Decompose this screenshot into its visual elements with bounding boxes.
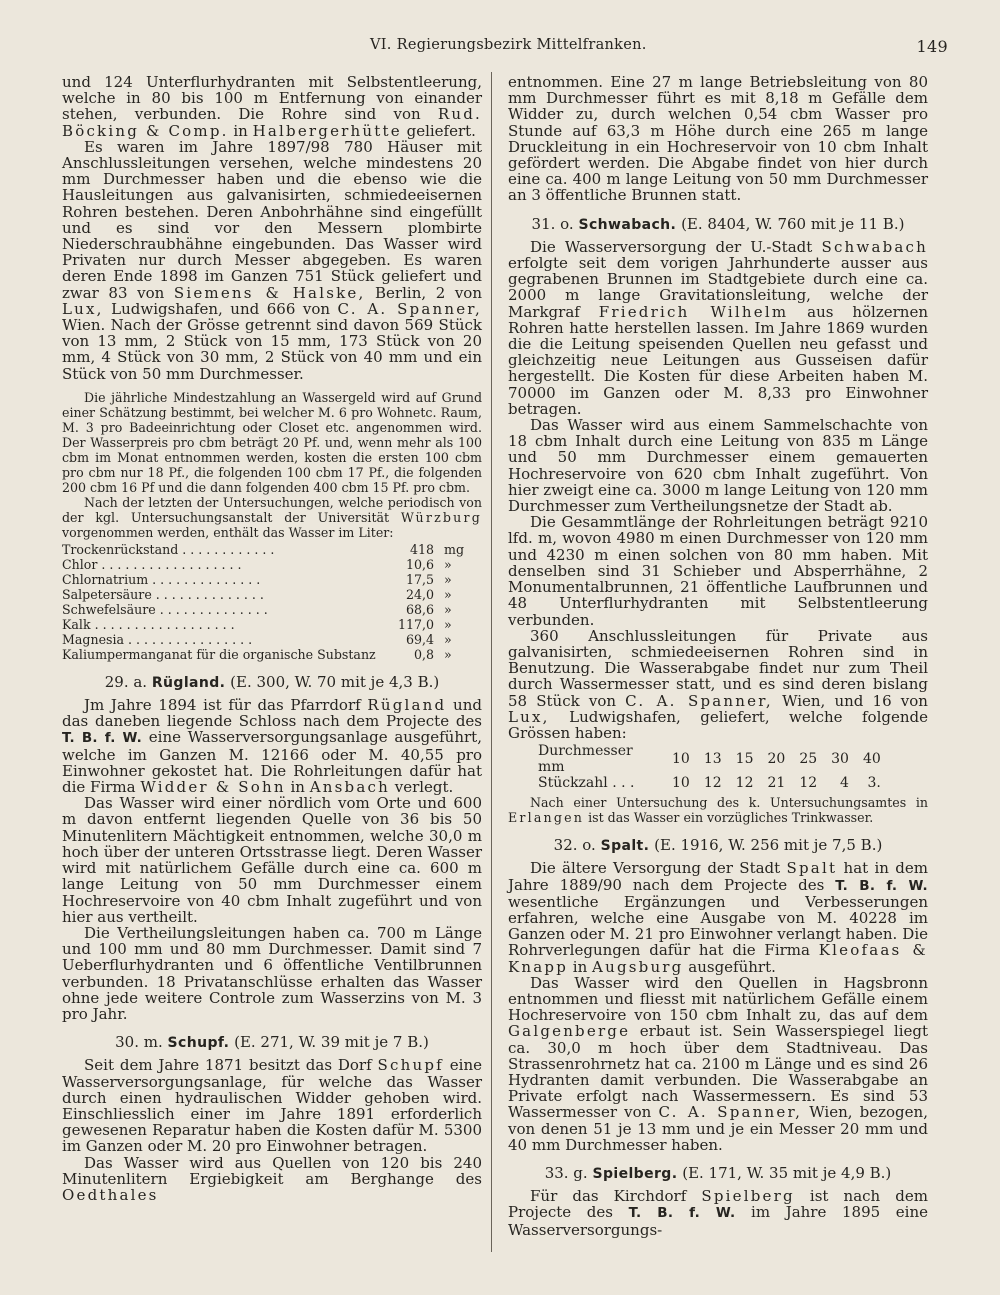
spaced-name: Schupf xyxy=(377,1056,444,1075)
text: Die Wasserversorgung der U.-Stadt xyxy=(530,237,813,256)
table-cell-unit: » xyxy=(444,601,452,617)
table-row xyxy=(62,542,474,557)
table-row xyxy=(62,587,474,602)
table-cell: 10 xyxy=(672,751,690,768)
left-column xyxy=(62,74,482,1203)
text: Wien. Nach der Grösse getrennt sind davon 569 Stück von 13 mm, 2 Stück von 15 mm, 173 Stück von 20 mm, 4 Stück von 30 mm, 2 Stück von 40 mm und ein Stück von 50 mm Durchmesser. xyxy=(62,316,482,383)
spaced-name: Würzburg xyxy=(400,509,482,525)
paragraph xyxy=(62,697,482,795)
text: ausgeführt. xyxy=(688,957,776,976)
table-cell: 21 xyxy=(767,775,786,792)
table-cell-unit: » xyxy=(444,586,452,602)
table-cell-label: Magnesia . . . . . . . . . . . . . . . . xyxy=(62,631,253,647)
table-row xyxy=(62,557,474,572)
spaced-name: Kleofaas & Knapp xyxy=(508,941,928,976)
table-row xyxy=(62,572,474,587)
section-number: 33. g. xyxy=(544,1163,588,1182)
section-heading-ruegland xyxy=(62,674,482,691)
table-cell: 3. xyxy=(867,775,881,792)
text: verlegt. xyxy=(394,778,454,797)
spaced-name: Erlangen xyxy=(508,810,585,826)
section-meta: (E. 271, W. 39 mit je 7 B.) xyxy=(234,1033,429,1052)
spaced-name: Halbergerhütte xyxy=(252,121,402,140)
text: in xyxy=(233,121,248,140)
table-cell-unit: » xyxy=(444,556,452,572)
table-cell-value: 24,0 xyxy=(405,586,434,602)
section-number: 29. a. xyxy=(104,672,148,691)
right-column xyxy=(508,74,928,1238)
spaced-name: Lux, xyxy=(62,299,104,318)
page-number: 149 xyxy=(916,37,948,56)
paragraph xyxy=(508,628,928,741)
table-cell-value: 17,5 xyxy=(405,571,434,587)
spaced-name: Friedrich Wilhelm xyxy=(598,302,789,321)
spaced-name: Schwabach xyxy=(821,237,928,256)
paragraph: entnommen. Eine 27 m lange Betriebsleitung von 80 mm Durchmesser führt es mit 8,18 m Gefälle dem Widder zu, durch welchen 0,54 cbm Wasser pro Stunde auf 63,3 m Höhe durch eine 265 m lange Druckleitung in ein Hochreservoir von 10 cbm Inhalt gefördert werden. Die Abgabe findet von hier durch eine ca. 400 m lange Leitung von 50 mm Durchmesser an 3 öffentliche Brunnen statt. xyxy=(508,73,928,205)
text: ist das Wasser ein vorzügliches Trinkwasser. xyxy=(588,810,874,826)
meter-sizes-table xyxy=(538,743,881,791)
table-row xyxy=(62,632,474,647)
spaced-name: Augsburg xyxy=(592,957,684,976)
table-cell-value: 68,6 xyxy=(405,601,434,617)
text: eine Wasserversorgungsanlage ausgeführt, welche im Ganzen M. 12166 oder M. 40,55 pro Einwohner gekostet hat. Die Rohrleitungen dafür hat die Firma xyxy=(62,728,482,797)
page-header xyxy=(62,37,948,59)
paragraph xyxy=(62,1057,482,1154)
table-cell-label: Salpetersäure . . . . . . . . . . . . . . xyxy=(62,586,264,602)
table-cell-unit: » xyxy=(444,631,452,647)
small-print-paragraph: Die jährliche Mindestzahlung an Wassergeld wird auf Grund einer Schätzung bestimmt, bei welcher M. 6 pro Wohnetc. Raum, M. 3 pro Badeeinrichtung oder Closet etc. angenommen wird. Der Wasserpreis pro cbm beträgt 20 Pf. und, wenn mehr als 100 cbm im Monat entnommen werden, kosten die ersten 100 cbm pro cbm nur 18 Pf., die folgenden 100 cbm 17 Pf., die folgenden 200 cbm 16 Pf und die dann folgenden 400 cbm 15 Pf. pro cbm. xyxy=(62,389,482,495)
text: 360 Anschlussleitungen für Private aus galvanisirten, schmiedeeisernen Rohren sind in Benutzung. Die Wasserabgabe findet nur zum Theil durch Wassermesser statt, und es sind deren bislang 58 Stück von xyxy=(508,626,928,710)
table-cell: 13 xyxy=(703,751,722,768)
section-name: Schwabach. xyxy=(578,216,677,233)
table-row xyxy=(62,617,474,632)
table-cell-value: 418 xyxy=(409,541,434,557)
spaced-name: C. A. Spanner, xyxy=(658,1103,803,1122)
section-meta: (E. 300, W. 70 mit je 4,3 B.) xyxy=(230,672,440,691)
table-row xyxy=(62,602,474,617)
section-meta: (E. 1916, W. 256 mit je 7,5 B.) xyxy=(654,836,883,855)
text: aus hölzernen Rohren hatte herstellen lassen. Im Jahre 1869 wurden die die Leitung speisenden Quellen neu gefasst und gleichzeitig neue Leitungen aus Gusseisen dafür hergestellt. Die Kosten für diese Arbeiten haben M. 70000 im Ganzen oder M. 8,33 pro Einwohner betragen. xyxy=(508,302,928,418)
text: im Jahre 1895 eine Wasserversorgungs- xyxy=(508,1203,928,1239)
text: Es waren im Jahre 1897/98 780 Häuser mit Anschlussleitungen versehen, welche mindestens 20 mm Durchmesser haben und die ebenso wie die Hausleitungen aus galvanisirten, schmiedeeisernen Rohren bestehen. Deren Anbohrhähne sind eingefüllt und es sind vor den Messern plombirte Niederschraubhähne eingebunden. Das Wasser wird Privaten nur durch Messer abgegeben. Es waren deren Ende 1898 im Ganzen 751 Stück geliefert und zwar 83 von xyxy=(62,137,482,302)
table-cell-label: Chlornatrium . . . . . . . . . . . . . . xyxy=(62,571,261,587)
table-cell-label: Kalk . . . . . . . . . . . . . . . . . . xyxy=(62,616,235,632)
text: in xyxy=(572,957,588,976)
section-heading-schupf xyxy=(62,1034,482,1051)
table-cell-label: Stückzahl . . . xyxy=(538,775,635,792)
spaced-name: Siemens & Halske, xyxy=(173,283,366,302)
table-cell: 4 xyxy=(840,775,849,792)
section-number: 32. o. xyxy=(553,836,596,855)
paragraph: Das Wasser wird aus einem Sammelschachte von 18 cbm Inhalt durch eine Leitung von 835 m Länge und 50 mm Durchmesser einem gemauerten Hochreservoire von 620 cbm Inhalt zugeführt. Von hier zweigt eine ca. 3000 m lange Leitung von 120 mm Durchmesser zum Vertheilungsnetze der Stadt ab. xyxy=(508,416,928,516)
table-cell: 12 xyxy=(735,775,754,792)
section-name: Schupf. xyxy=(167,1035,230,1052)
table-cell-label: Trockenrückstand . . . . . . . . . . . . xyxy=(62,541,275,557)
table-cell-unit: » xyxy=(444,646,452,662)
text: und das daneben liegende Schloss nach dem Projecte des xyxy=(62,696,482,731)
section-name: Spalt. xyxy=(600,838,650,855)
paragraph xyxy=(508,975,928,1153)
abbreviation-tbfw: T. B. f. W. xyxy=(62,730,143,747)
spaced-name: Widder & Sohn xyxy=(140,778,286,797)
section-number: 31. o. xyxy=(531,214,574,233)
paragraph xyxy=(508,1188,928,1238)
text: und 124 Unterflurhydranten mit Selbstentleerung, welche in 80 bis 100 m Entfernung von einander stehen, verbunden. Die Rohre sind von xyxy=(62,73,482,124)
text: Die ältere Versorgung der Stadt xyxy=(530,859,781,878)
text: in xyxy=(290,778,305,797)
paragraph xyxy=(508,239,928,417)
table-cell: 25 xyxy=(799,751,818,768)
text: Seit dem Jahre 1871 besitzt das Dorf xyxy=(84,1056,372,1075)
spaced-name: Ansbach xyxy=(309,778,390,797)
abbreviation-tbfw: T. B. f. W. xyxy=(835,877,928,894)
spaced-name: C. A. Spanner, xyxy=(337,299,482,318)
table-cell-value: 69,4 xyxy=(405,631,434,647)
text: Das Wasser wird den Quellen in Hagsbronn entnommen und fliesst mit natürlichem Gefälle einem Hochreservoire von 150 cbm Inhalt zu, das auf dem xyxy=(508,973,928,1025)
text: ist nach dem Projecte des xyxy=(508,1187,928,1222)
spaced-name: Galgenberge xyxy=(508,1022,631,1041)
section-heading-schwabach xyxy=(508,216,928,233)
text: Berlin, 2 von xyxy=(375,283,482,302)
table-cell: 20 xyxy=(767,751,786,768)
table-cell: 40 xyxy=(862,751,881,768)
text: Nach der letzten der Untersuchungen, welche periodisch von der kgl. Untersuchungsanstalt der Universität xyxy=(62,494,482,525)
table-cell: 10 xyxy=(672,775,690,792)
table-cell-value: 10,6 xyxy=(405,556,434,572)
text: Ludwigshafen, und 666 von xyxy=(111,299,331,318)
abbreviation-tbfw: T. B. f. W. xyxy=(628,1205,736,1222)
table-cell-label: Kaliumpermanganat für die organische Substanz xyxy=(62,646,376,662)
section-number: 30. m. xyxy=(115,1033,163,1052)
text: Für das Kirchdorf xyxy=(530,1187,687,1206)
text: eine Wasserversorgungsanlage, für welche das Wasser durch einen hydraulischen Widder gehoben wird. Einschliesslich einer im Jahre 1891 erforderlich gewesenen Reparatur haben die Kosten dafür M. 5300 im Ganzen oder M. 20 pro Einwohner betragen. xyxy=(62,1056,482,1156)
text: Das Wasser wird aus Quellen von 120 bis 240 Minutenlitern Ergiebigkeit am Berghange des xyxy=(62,1153,482,1188)
table-cell-value: 117,0 xyxy=(397,616,434,632)
section-heading-spalt xyxy=(508,837,928,854)
text: Ludwigshafen, geliefert, welche folgende Grössen haben: xyxy=(508,707,928,742)
text: Jm Jahre 1894 ist für das Pfarrdorf xyxy=(84,696,361,715)
spaced-name: Rügland xyxy=(367,696,447,715)
table-cell-label: Schwefelsäure . . . . . . . . . . . . . . xyxy=(62,601,268,617)
text: geliefert. xyxy=(406,121,476,140)
section-heading-spielberg xyxy=(508,1165,928,1182)
table-row xyxy=(62,647,474,662)
table-row xyxy=(538,743,881,775)
small-print-paragraph xyxy=(62,495,482,540)
text: erfolgte seit dem vorigen Jahrhunderte ausser aus gegrabenen Brunnen im Stadtgebiete durch eine ca. 2000 m lange Gravitationsleitung, welche der Markgraf xyxy=(508,254,928,321)
section-meta: (E. 8404, W. 760 mit je 11 B.) xyxy=(681,214,905,233)
table-cell: 30 xyxy=(831,751,849,768)
spaced-name: Spielberg xyxy=(701,1187,795,1206)
text: erbaut ist. Sein Wasserspiegel liegt ca. 30,0 m hoch über dem Stadtniveau. Das Strassenrohrnetz hat ca. 2100 m Länge und es sind 26 Hydranten damit verbunden. Die Wasserabgabe an Private erfolgt nach Wassermessern. Es sind 53 Wassermesser von xyxy=(508,1022,928,1122)
running-head: VI. Regierungsbezirk Mittelfranken. xyxy=(370,37,647,53)
water-analysis-table xyxy=(62,542,474,662)
table-cell-unit: » xyxy=(444,571,452,587)
section-name: Rügland. xyxy=(151,674,226,691)
text: wesentliche Ergänzungen und Verbesserungen erfahren, welche eine Ausgabe von M. 40228 im Ganzen oder M. 21 pro Einwohner verlangt haben. Die Rohrverlegungen dafür hat die Firma xyxy=(508,892,928,960)
text: Wien, und 16 von xyxy=(782,691,928,710)
paragraph xyxy=(62,1155,482,1204)
spaced-name: Rud. Böcking & Comp. xyxy=(62,105,482,140)
table-row xyxy=(538,775,881,791)
paragraph xyxy=(62,74,482,139)
section-name: Spielberg. xyxy=(592,1165,678,1182)
paragraph: Das Wasser wird einer nördlich vom Orte und 600 m davon entfernt liegenden Quelle von 36 bis 50 Minutenlitern Mächtigkeit entnommen, welche 30,0 m hoch über der unteren Ortsstrasse liegt. Deren Wasser wird mit natürlichem Gefälle durch eine ca. 600 m lange Leitung von 50 mm Durchmesser einem Hochreservoire von 40 cbm Inhalt zugeführt und von hier aus vertheilt. xyxy=(62,794,482,926)
text: hat in dem Jahre 1889/90 nach dem Projecte des xyxy=(508,859,928,894)
text: Nach einer Untersuchung des k. Untersuchungsamtes in xyxy=(530,795,928,811)
paragraph: Die Vertheilungsleitungen haben ca. 700 m Länge und 100 mm und 80 mm Durchmesser. Damit sind 7 Ueberflurhydranten und 6 öffentliche Ventilbrunnen verbunden. 18 Privatanschlüsse erhalten das Wasser ohne jede weitere Controle zum Wasserzins von M. 3 pro Jahr. xyxy=(62,923,482,1023)
paragraph xyxy=(508,860,928,974)
text: vorgenommen werden, enthält das Wasser im Liter: xyxy=(62,524,394,540)
table-cell-label: Chlor . . . . . . . . . . . . . . . . . . xyxy=(62,556,242,572)
table-cell-unit: mg xyxy=(444,541,465,557)
small-print-paragraph xyxy=(508,795,928,825)
table-cell: 12 xyxy=(703,775,722,792)
table-cell-label: Durchmesser mm xyxy=(538,743,633,776)
spaced-name: C. A. Spanner, xyxy=(625,691,773,710)
table-cell: 12 xyxy=(799,775,818,792)
column-divider xyxy=(491,72,492,1252)
spaced-name: Spalt xyxy=(786,859,838,878)
table-cell-value: 0,8 xyxy=(413,646,434,662)
paragraph: Die Gesammtlänge der Rohrleitungen beträgt 9210 lfd. m, wovon 4980 m einen Durchmesser von 120 mm und 4230 m einen solchen von 80 mm haben. Mit denselben sind 31 Schieber und Absperrhähne, 2 Monumentalbrunnen, 21 öffentliche Laufbrunnen und 48 Unterflurhydranten mit Selbstentleerung verbunden. xyxy=(508,513,928,629)
paragraph xyxy=(62,139,482,382)
text: Wien, bezogen, von denen 51 je 13 mm und je ein Messer 20 mm und 40 mm Durchmesser haben. xyxy=(508,1103,928,1154)
section-meta: (E. 171, W. 35 mit je 4,9 B.) xyxy=(682,1163,892,1182)
spaced-name: Oedthales xyxy=(62,1185,159,1204)
table-cell: 15 xyxy=(735,751,754,768)
spaced-name: Lux, xyxy=(508,707,550,726)
table-cell-unit: » xyxy=(444,616,452,632)
